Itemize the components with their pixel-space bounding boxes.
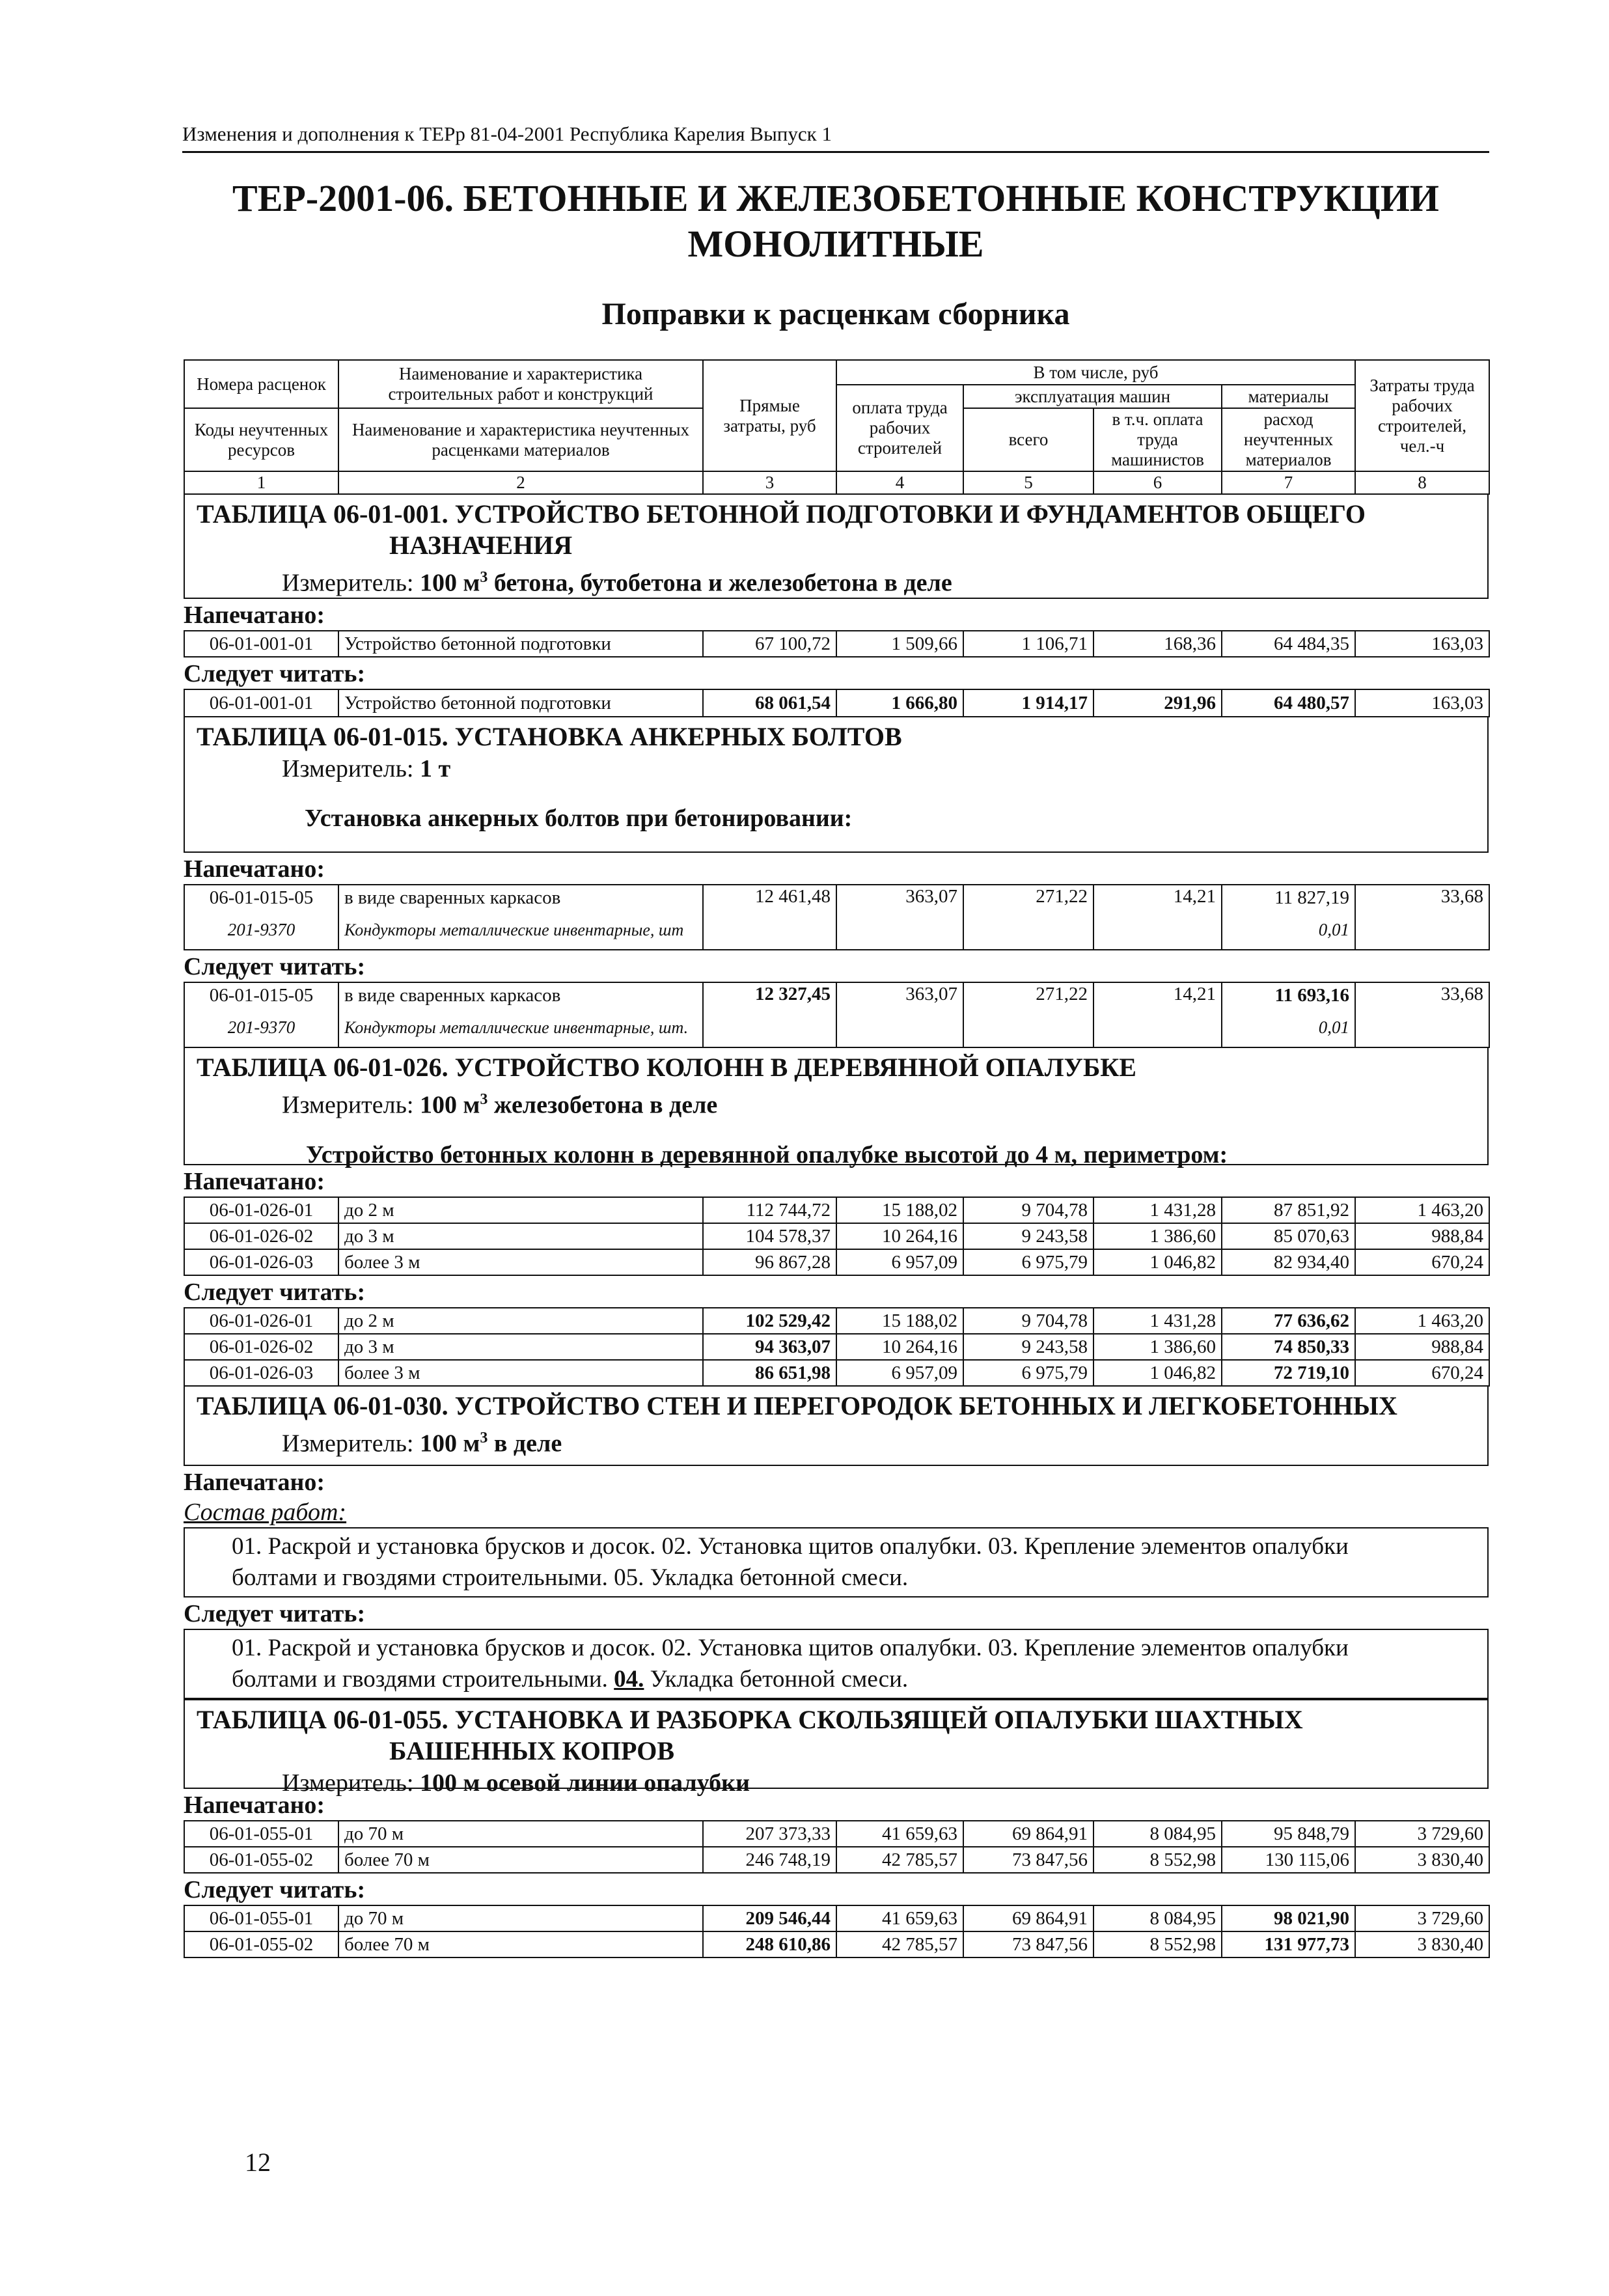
table-cell: более 3 м — [338, 1249, 703, 1275]
table-cell: до 70 м — [338, 1905, 703, 1931]
table-cell: 85 070,63 — [1222, 1223, 1355, 1249]
table-row — [184, 1931, 1489, 1957]
table-cell: Устройство бетонной подготовки — [338, 631, 703, 657]
text-fragment: 1 т — [420, 755, 451, 782]
table-cell: 86 651,98 — [703, 1360, 836, 1386]
table-cell: 77 636,62 — [1222, 1308, 1355, 1334]
table-cell: 168,36 — [1093, 631, 1222, 657]
table-06-01-055-heading — [184, 1699, 1489, 1797]
table-cell: 1 914,17 — [963, 689, 1093, 717]
col-header-labor: Затраты труда рабочих строителей, чел.-ч — [1355, 360, 1489, 471]
text-fragment: Измеритель: — [282, 1091, 420, 1119]
table-cell: 06-01-055-02 — [184, 1931, 338, 1957]
table-cell: 1 386,60 — [1093, 1223, 1222, 1249]
table-cell: до 3 м — [338, 1334, 703, 1360]
table-cell: 163,03 — [1355, 689, 1489, 717]
table-cell: 41 659,63 — [836, 1905, 963, 1931]
table-cell: 1 106,71 — [963, 631, 1093, 657]
table-cell: 74 850,33 — [1222, 1334, 1355, 1360]
table-cell: 8 552,98 — [1093, 1847, 1222, 1873]
should-read-label: Следует читать: — [184, 953, 366, 980]
printed-label: Напечатано: — [184, 855, 325, 883]
table-cell: 363,07 — [836, 982, 963, 1047]
table-06-01-015-corrected — [184, 982, 1490, 1048]
text-fragment: Измеритель: — [282, 755, 420, 782]
col-number: 4 — [836, 471, 963, 494]
table-cell: 9 704,78 — [963, 1308, 1093, 1334]
table-cell: 98 021,90 — [1222, 1905, 1355, 1931]
table-title: ТАБЛИЦА 06-01-026. УСТРОЙСТВО КОЛОНН В ДЕРЕВЯННОЙ ОПАЛУБКЕ — [197, 1053, 1136, 1082]
table-cell: 9 243,58 — [963, 1334, 1093, 1360]
table-cell: 0,01 — [1222, 1008, 1355, 1047]
running-header: Изменения и дополнения к ТЕРр 81-04-2001 Республика Карелия Выпуск 1 — [182, 122, 1489, 153]
table-cell: более 70 м — [338, 1931, 703, 1957]
table-cell: 11 693,16 — [1222, 982, 1355, 1008]
table-cell: 73 847,56 — [963, 1931, 1093, 1957]
table-cell: 95 848,79 — [1222, 1821, 1355, 1847]
table-cell: до 2 м — [338, 1308, 703, 1334]
table-cell: 131 977,73 — [1222, 1931, 1355, 1957]
table-cell: 06-01-026-02 — [184, 1223, 338, 1249]
col-header-materials-names: Наименование и характеристика неучтенных расценками материалов — [338, 408, 703, 471]
table-cell: 9 243,58 — [963, 1223, 1093, 1249]
table-cell: 201-9370 — [184, 911, 338, 950]
text-fragment — [194, 1122, 1479, 1139]
col-number: 8 — [1355, 471, 1489, 494]
document-title-line2: МОНОЛИТНЫЕ — [687, 223, 984, 265]
text-fragment: 100 м — [420, 569, 480, 597]
table-meter — [194, 561, 1479, 600]
text-fragment: Укладка бетонной смеси. — [644, 1666, 909, 1693]
table-cell: 1 431,28 — [1093, 1308, 1222, 1334]
table-cell: 11 827,19 — [1222, 885, 1355, 911]
text-fragment: 3 — [480, 1091, 488, 1108]
table-cell: 41 659,63 — [836, 1821, 963, 1847]
table-cell: 06-01-055-02 — [184, 1847, 338, 1873]
table-cell: 06-01-026-03 — [184, 1249, 338, 1275]
table-subheading: Установка анкерных болтов при бетонировании: — [305, 805, 853, 832]
col-header-operators-pay: в т.ч. оплата труда машинистов — [1093, 408, 1222, 471]
table-cell: 163,03 — [1355, 631, 1489, 657]
table-title-continued: БАШЕННЫХ КОПРОВ — [389, 1736, 675, 1765]
should-read-label: Следует читать: — [184, 1279, 366, 1306]
printed-label: Напечатано: — [184, 1469, 325, 1496]
table-cell: 6 957,09 — [836, 1360, 963, 1386]
text-fragment: железобетона в деле — [488, 1091, 718, 1119]
col-number: 7 — [1222, 471, 1355, 494]
table-cell: 06-01-055-01 — [184, 1821, 338, 1847]
table-row — [184, 1334, 1489, 1360]
table-06-01-030-heading — [184, 1387, 1489, 1466]
col-number: 5 — [963, 471, 1093, 494]
table-cell: 12 327,45 — [703, 982, 836, 1047]
col-number: 3 — [703, 471, 836, 494]
text-fragment: 3 — [480, 569, 488, 586]
table-cell: 363,07 — [836, 885, 963, 950]
col-header-materials: материалы — [1222, 385, 1355, 408]
table-cell: 6 975,79 — [963, 1249, 1093, 1275]
table-cell: 8 552,98 — [1093, 1931, 1222, 1957]
table-cell: Кондукторы металлические инвентарные, шт. — [338, 1008, 703, 1047]
table-cell: 06-01-026-03 — [184, 1360, 338, 1386]
text-fragment: в деле — [488, 1430, 562, 1458]
text-fragment: 04. — [614, 1666, 644, 1693]
table-cell: Устройство бетонной подготовки — [338, 689, 703, 717]
table-cell: 1 666,80 — [836, 689, 963, 717]
printed-label: Напечатано: — [184, 1791, 325, 1819]
table-cell: 1 509,66 — [836, 631, 963, 657]
table-cell: 06-01-055-01 — [184, 1905, 338, 1931]
table-title: ТАБЛИЦА 06-01-030. УСТРОЙСТВО СТЕН И ПЕРЕГОРОДОК БЕТОННЫХ И ЛЕГКОБЕТОННЫХ — [197, 1391, 1397, 1420]
table-cell: 64 484,35 — [1222, 631, 1355, 657]
table-cell: 06-01-001-01 — [184, 631, 338, 657]
col-header-codes: Номера расценок — [184, 360, 338, 408]
table-cell: 9 704,78 — [963, 1197, 1093, 1223]
table-cell: 10 264,16 — [836, 1334, 963, 1360]
table-row — [184, 1905, 1489, 1931]
col-header-works: Наименование и характеристика строительных работ и конструкций — [338, 360, 703, 408]
table-subheading: Устройство бетонных колонн в деревянной опалубке высотой до 4 м, периметром: — [306, 1141, 1228, 1169]
table-meter — [194, 1422, 1479, 1460]
printed-label: Напечатано: — [184, 602, 325, 629]
table-06-01-015-printed — [184, 884, 1490, 950]
should-read-label: Следует читать: — [184, 1876, 366, 1903]
table-cell: 6 975,79 — [963, 1360, 1093, 1386]
table-cell: 15 188,02 — [836, 1197, 963, 1223]
table-row — [184, 1360, 1489, 1386]
table-cell: до 70 м — [338, 1821, 703, 1847]
table-cell: 42 785,57 — [836, 1931, 963, 1957]
table-cell: 670,24 — [1355, 1249, 1489, 1275]
col-number: 6 — [1093, 471, 1222, 494]
table-cell: 94 363,07 — [703, 1334, 836, 1360]
table-cell: 69 864,91 — [963, 1905, 1093, 1931]
text-fragment: 100 м осевой линии опалубки — [420, 1769, 750, 1797]
col-header-direct-costs: Прямые затраты, руб — [703, 360, 836, 471]
table-row — [184, 1821, 1489, 1847]
table-cell: 73 847,56 — [963, 1847, 1093, 1873]
table-cell: 201-9370 — [184, 1008, 338, 1047]
corrections-document — [184, 359, 1489, 1958]
text-fragment: 3 — [480, 1430, 488, 1446]
page-number: 12 — [245, 2148, 271, 2177]
document-title — [182, 176, 1489, 267]
col-header-machines-total: всего — [963, 408, 1093, 471]
table-cell: 1 386,60 — [1093, 1334, 1222, 1360]
table-title: ТАБЛИЦА 06-01-055. УСТАНОВКА И РАЗБОРКА СКОЛЬЗЯЩЕЙ ОПАЛУБКИ ШАХТНЫХ — [197, 1705, 1303, 1734]
col-header-workers-pay: оплата труда рабочих строителей — [836, 385, 963, 471]
table-cell: 670,24 — [1355, 1360, 1489, 1386]
text-fragment: Измеритель: — [282, 1769, 420, 1797]
table-cell: до 2 м — [338, 1197, 703, 1223]
table-cell: 06-01-026-01 — [184, 1197, 338, 1223]
text-fragment: 100 м — [420, 1430, 480, 1458]
table-title: ТАБЛИЦА 06-01-001. УСТРОЙСТВО БЕТОННОЙ ПОДГОТОВКИ И ФУНДАМЕНТОВ ОБЩЕГО — [197, 499, 1366, 529]
text-fragment: 01. Раскрой и установка брусков и досок. 02. Установка щитов опалубки. 03. Крепление элементов опалубки — [232, 1635, 1349, 1661]
table-cell: 72 719,10 — [1222, 1360, 1355, 1386]
col-header-materials-usage: расход неучтенных материалов — [1222, 408, 1355, 471]
table-06-01-026-printed — [184, 1196, 1490, 1276]
table-cell: 130 115,06 — [1222, 1847, 1355, 1873]
table-cell: 69 864,91 — [963, 1821, 1093, 1847]
col-header-machines: эксплуатация машин — [963, 385, 1222, 408]
table-cell: в виде сваренных каркасов — [338, 982, 703, 1008]
table-row — [184, 1223, 1489, 1249]
table-cell: 1 463,20 — [1355, 1197, 1489, 1223]
table-cell: 3 830,40 — [1355, 1847, 1489, 1873]
table-06-01-026-heading — [184, 1048, 1489, 1169]
table-06-01-026-corrected — [184, 1307, 1490, 1387]
table-cell: 1 463,20 — [1355, 1308, 1489, 1334]
table-cell: 15 188,02 — [836, 1308, 963, 1334]
table-row — [184, 689, 1489, 717]
should-read-label: Следует читать: — [184, 1600, 366, 1627]
table-cell: 112 744,72 — [703, 1197, 836, 1223]
table-06-01-001-heading — [184, 495, 1489, 599]
table-cell: 271,22 — [963, 982, 1093, 1047]
text-fragment — [232, 1664, 1481, 1695]
table-cell: 68 061,54 — [703, 689, 836, 717]
table-cell: 14,21 — [1093, 885, 1222, 950]
table-cell: 67 100,72 — [703, 631, 836, 657]
table-cell: 82 934,40 — [1222, 1249, 1355, 1275]
table-cell: 246 748,19 — [703, 1847, 836, 1873]
composition-printed — [184, 1527, 1489, 1598]
table-row — [184, 1308, 1489, 1334]
table-cell: 8 084,95 — [1093, 1905, 1222, 1931]
table-meter — [194, 753, 1479, 785]
text-fragment: Измеритель: — [282, 569, 420, 597]
col-header-group: В том числе, руб — [836, 360, 1355, 385]
table-cell: более 70 м — [338, 1847, 703, 1873]
table-06-01-015-heading — [184, 717, 1489, 853]
table-cell: более 3 м — [338, 1360, 703, 1386]
table-meter — [194, 1083, 1479, 1122]
table-cell: 14,21 — [1093, 982, 1222, 1047]
table-cell: 8 084,95 — [1093, 1821, 1222, 1847]
table-cell: 291,96 — [1093, 689, 1222, 717]
table-cell: 209 546,44 — [703, 1905, 836, 1931]
table-cell: 33,68 — [1355, 885, 1489, 950]
table-cell: 0,01 — [1222, 911, 1355, 950]
table-cell: 1 431,28 — [1093, 1197, 1222, 1223]
should-read-label: Следует читать: — [184, 660, 366, 687]
table-title: ТАБЛИЦА 06-01-015. УСТАНОВКА АНКЕРНЫХ БОЛТОВ — [197, 722, 902, 751]
table-cell: 87 851,92 — [1222, 1197, 1355, 1223]
table-06-01-001-corrected — [184, 689, 1490, 717]
col-header-resource-codes: Коды неучтенных ресурсов — [184, 408, 338, 471]
document-title-line1: ТЕР-2001-06. БЕТОННЫЕ И ЖЕЛЕЗОБЕТОННЫЕ КОНСТРУКЦИИ — [232, 177, 1439, 219]
table-cell: до 3 м — [338, 1223, 703, 1249]
table-cell: 33,68 — [1355, 982, 1489, 1047]
table-06-01-055-corrected — [184, 1905, 1490, 1958]
text-fragment: болтами и гвоздями строительными. 05. Укладка бетонной смеси. — [232, 1564, 909, 1591]
table-cell: 1 046,82 — [1093, 1249, 1222, 1275]
table-row — [184, 1847, 1489, 1873]
table-cell: 10 264,16 — [836, 1223, 963, 1249]
table-cell: 06-01-015-05 — [184, 982, 338, 1008]
table-cell: 12 461,48 — [703, 885, 836, 950]
table-row — [184, 885, 1489, 911]
table-row — [184, 982, 1489, 1008]
text-fragment: болтами и гвоздями строительными. — [232, 1666, 614, 1693]
table-cell: 207 373,33 — [703, 1821, 836, 1847]
section-title: Поправки к расценкам сборника — [601, 297, 1070, 331]
table-cell: 248 610,86 — [703, 1931, 836, 1957]
text-fragment: Измеритель: — [282, 1430, 420, 1458]
text-fragment — [194, 785, 1479, 802]
table-cell: 988,84 — [1355, 1223, 1489, 1249]
printed-label: Напечатано: — [184, 1168, 325, 1195]
composition-label: Состав работ: — [184, 1499, 347, 1526]
table-cell: в виде сваренных каркасов — [338, 885, 703, 911]
table-cell: 3 729,60 — [1355, 1905, 1489, 1931]
table-cell: 64 480,57 — [1222, 689, 1355, 717]
table-06-01-055-printed — [184, 1820, 1490, 1874]
table-cell: 06-01-001-01 — [184, 689, 338, 717]
table-cell: 3 830,40 — [1355, 1931, 1489, 1957]
table-cell: 988,84 — [1355, 1334, 1489, 1360]
table-cell: 06-01-026-01 — [184, 1308, 338, 1334]
table-cell: 102 529,42 — [703, 1308, 836, 1334]
table-cell: 96 867,28 — [703, 1249, 836, 1275]
composition-corrected — [184, 1629, 1489, 1699]
table-06-01-001-printed — [184, 630, 1490, 657]
table-cell: 42 785,57 — [836, 1847, 963, 1873]
table-cell: 3 729,60 — [1355, 1821, 1489, 1847]
table-row — [184, 631, 1489, 657]
col-number: 2 — [338, 471, 703, 494]
table-cell: 104 578,37 — [703, 1223, 836, 1249]
table-cell: 1 046,82 — [1093, 1360, 1222, 1386]
text-fragment: бетона, бутобетона и железобетона в деле — [488, 569, 952, 597]
text-fragment: 100 м — [420, 1091, 480, 1119]
column-header-table — [184, 359, 1490, 495]
text-fragment: 01. Раскрой и установка брусков и досок. 02. Установка щитов опалубки. 03. Крепление элементов опалубки — [232, 1533, 1349, 1560]
table-cell: Кондукторы металлические инвентарные, шт — [338, 911, 703, 950]
table-cell: 06-01-015-05 — [184, 885, 338, 911]
col-number: 1 — [184, 471, 338, 494]
table-cell: 271,22 — [963, 885, 1093, 950]
table-cell: 6 957,09 — [836, 1249, 963, 1275]
table-title-continued: НАЗНАЧЕНИЯ — [389, 531, 573, 560]
table-row — [184, 1249, 1489, 1275]
table-cell: 06-01-026-02 — [184, 1334, 338, 1360]
table-row — [184, 1197, 1489, 1223]
